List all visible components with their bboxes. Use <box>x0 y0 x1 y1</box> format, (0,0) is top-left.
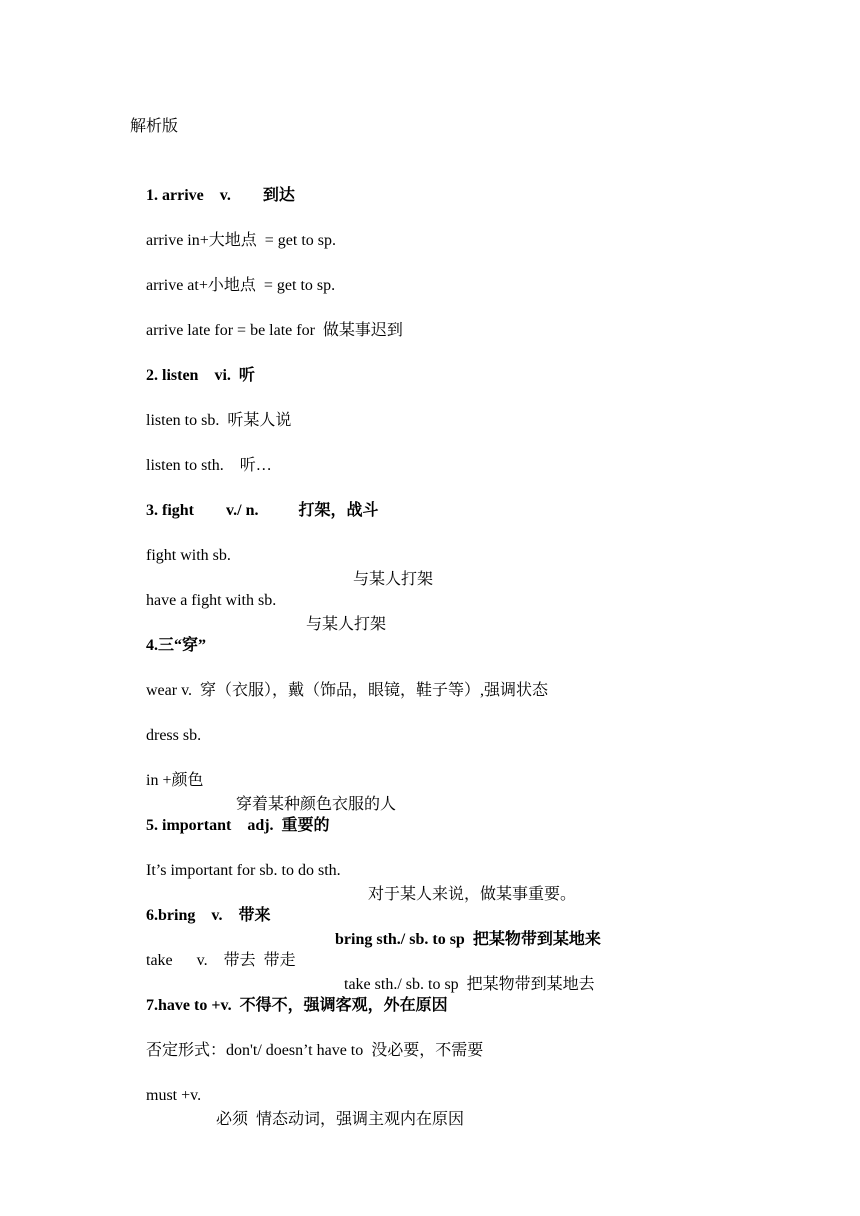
entry-heading-arrive <box>130 160 295 204</box>
entry-line <box>130 700 202 744</box>
entry-line <box>130 385 292 429</box>
entry-line <box>130 565 387 633</box>
entry-line <box>130 835 577 903</box>
line-text: 2. listen vi. 听 <box>146 367 255 384</box>
entry-line <box>130 250 336 294</box>
entry-line <box>130 745 397 813</box>
line-meaning: 与某人打架 <box>306 616 387 633</box>
line-text: 否定形式：don't/ doesn’t have to 没必要，不需要 <box>146 1042 484 1059</box>
line-meaning: bring sth./ sb. to sp 把某物带到某地来 <box>335 931 601 948</box>
line-text: arrive late for = be late for 做某事迟到 <box>146 322 403 339</box>
entry-line <box>130 205 337 249</box>
entry-line <box>130 430 272 474</box>
entry-heading-wear <box>130 610 207 654</box>
line-text: in +颜色 <box>146 772 204 789</box>
document-title: 解析版 <box>130 118 179 135</box>
entry-line <box>130 1060 465 1128</box>
line-text: 4.三“穿” <box>146 637 207 654</box>
line-text: 6.bring v. 带来 <box>146 907 271 924</box>
line-text: 1. arrive v. 到达 <box>146 187 295 204</box>
entry-line <box>130 655 549 699</box>
line-text: have a fight with sb. <box>146 592 277 609</box>
line-meaning: 对于某人来说，做某事重要。 <box>368 886 577 903</box>
entry-heading-important <box>130 790 330 834</box>
line-text: arrive in+大地点 = get to sp. <box>146 232 337 249</box>
line-text: 3. fight v./ n. 打架，战斗 <box>146 502 379 519</box>
line-text: fight with sb. <box>146 547 231 564</box>
entry-line <box>130 295 403 339</box>
entry-heading-listen <box>130 340 255 384</box>
line-text: must +v. <box>146 1087 202 1104</box>
line-meaning: 必须 情态动词，强调主观内在原因 <box>216 1111 465 1128</box>
line-text: listen to sb. 听某人说 <box>146 412 292 429</box>
entry-heading-have-to <box>130 970 448 1014</box>
line-text: listen to sth. 听… <box>146 457 272 474</box>
line-meaning: 穿着某种颜色衣服的人 <box>236 796 397 813</box>
line-text: take v. 带去 带走 <box>146 952 296 969</box>
line-text: 5. important adj. 重要的 <box>146 817 330 834</box>
line-meaning: take sth./ sb. to sp 把某物带到某地去 <box>344 976 595 993</box>
line-meaning: 与某人打架 <box>353 571 434 588</box>
line-text: 7.have to +v. 不得不，强调客观，外在原因 <box>146 997 448 1014</box>
entry-heading-fight <box>130 475 379 519</box>
line-text: arrive at+小地点 = get to sp. <box>146 277 336 294</box>
entry-line <box>130 520 434 588</box>
line-text: wear v. 穿（衣服），戴（饰品，眼镜，鞋子等）,强调状态 <box>146 682 549 699</box>
line-text: dress sb. <box>146 727 202 744</box>
line-text: It’s important for sb. to do sth. <box>146 862 341 879</box>
entry-line <box>130 1015 484 1059</box>
